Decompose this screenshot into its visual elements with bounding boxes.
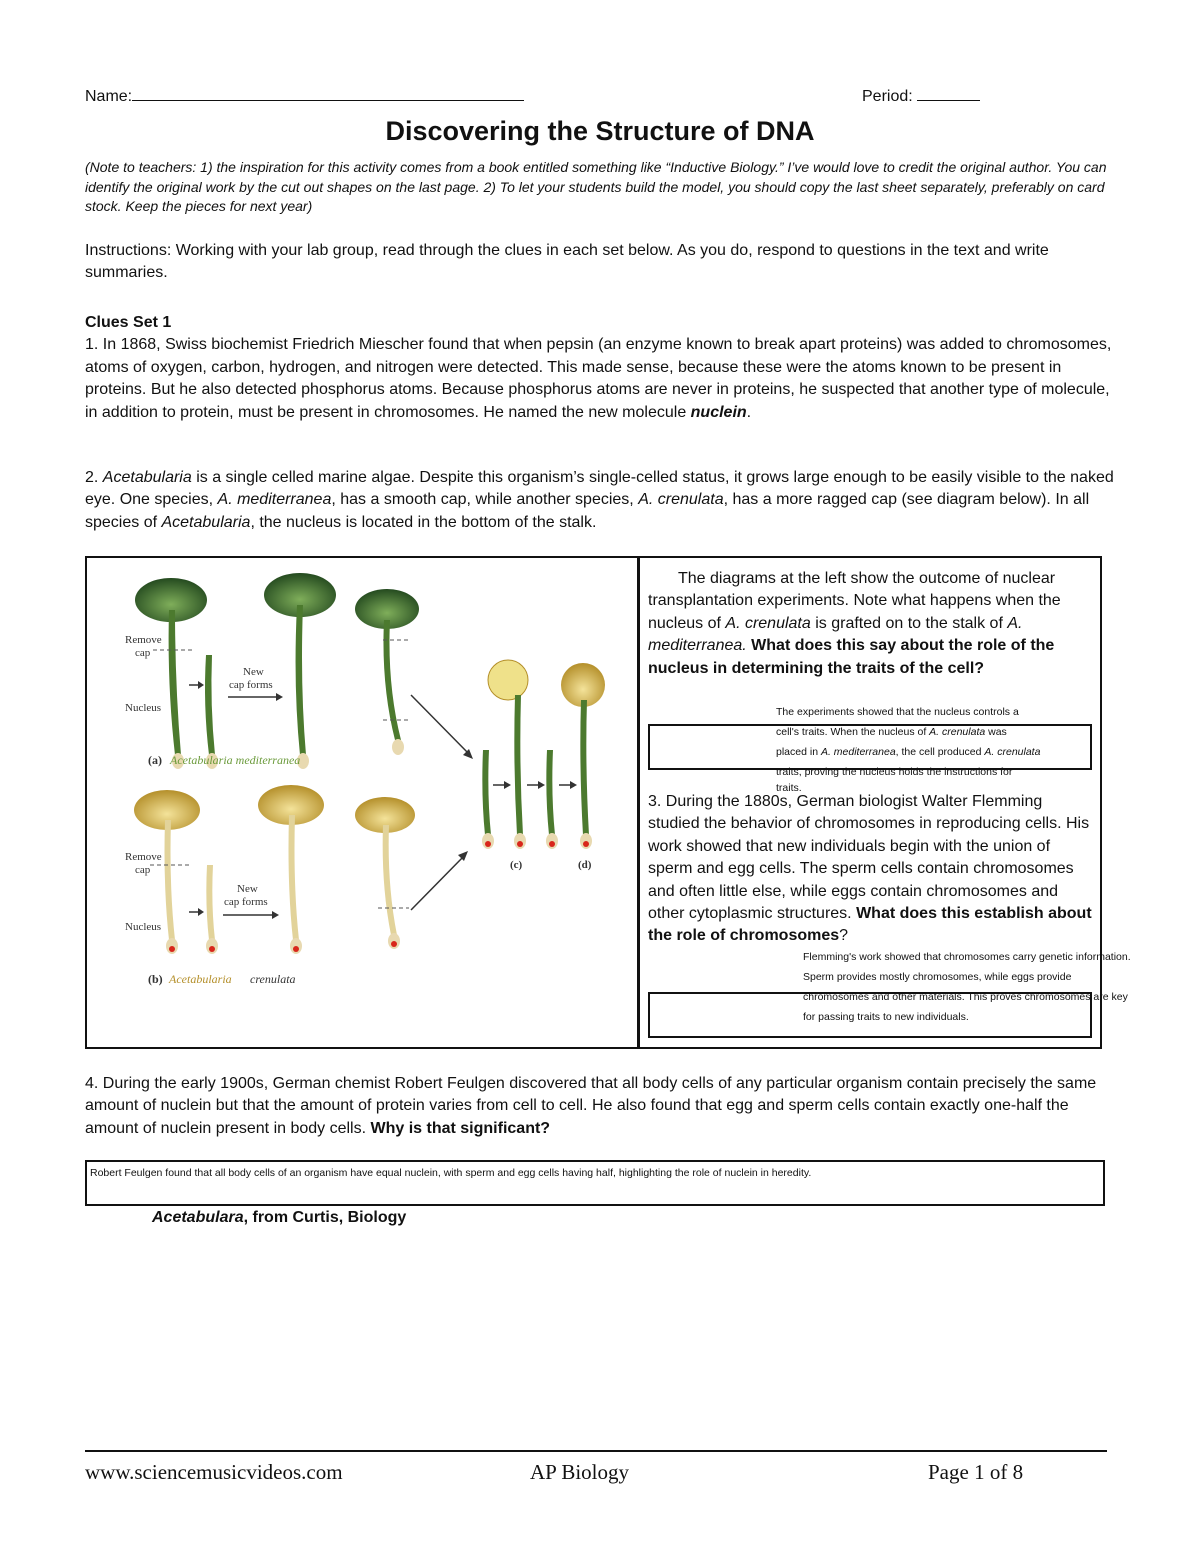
green-cap-2 xyxy=(264,573,336,769)
name-blank[interactable] xyxy=(132,86,524,101)
remove-cap-label-a1: Remove xyxy=(125,634,162,646)
regrown-cap-c xyxy=(488,660,528,849)
clue-4: 4. During the early 1900s, German chemist Robert Feulgen discovered that all body cells of any particular organism contain precisely the same amount of nuclein but that the amount of protein varies from cell to cell. He also found that egg and sperm cells contain exactly one-half the amount of nuclein present in body cells. Why is that significant? xyxy=(85,1075,1097,1137)
label-d: (d) xyxy=(578,859,592,871)
name-field[interactable] xyxy=(85,86,524,106)
name-label: Name: xyxy=(85,88,133,105)
green-cap-1 xyxy=(135,578,207,769)
footer-page: Page 1 of 8 xyxy=(928,1460,1024,1484)
acetabularia-diagram xyxy=(95,565,630,1040)
caption-a-species: Acetabularia mediterranea xyxy=(170,753,301,767)
cut-stalk-d xyxy=(546,750,558,849)
caption-a-letter: (a) xyxy=(148,753,162,767)
regrown-cap-d xyxy=(561,663,605,849)
chromosome-question: What does this establish about the role of chromosomes xyxy=(648,905,1092,945)
caption-b-species: crenulata xyxy=(250,972,296,986)
remove-cap-label-a2: cap xyxy=(135,647,151,659)
clue-1: Clues Set 1 1. In 1868, Swiss biochemist Friedrich Miescher found that when pepsin (an enzyme known to break apart proteins) was added to chromosomes, atoms of oxygen, carbon, hydrogen, and nitrogen were detected. This made sense, because these were the atoms known to be present in proteins. But he also detected phosphorus atoms. Because phosphorus atoms are never in proteins, he suspected that another type of molecule, in addition to protein, must be present in chromosomes. He named the new molecule nuclein. xyxy=(85,312,1115,424)
footer-course: AP Biology xyxy=(530,1460,629,1484)
side-panel-paragraph: The diagrams at the left show the outcome of nuclear transplantation experiments. Note what happens when the nucleus of A. crenulata is grafted on to the stalk of A. mediterranea. What does this say about the role of the nucleus in determining the traits of the cell? xyxy=(648,570,1061,677)
clue-2: 2. Acetabularia is a single celled marine algae. Despite this organism’s single-celled status, it grows large enough to be easily visible to the naked eye. One species, A. mediterranea, has a smooth cap, while another species, A. crenulata, has a more ragged cap (see diagram below). In all species of Acetabularia, the nucleus is located in the bottom of the stalk. xyxy=(85,469,1114,531)
nucleus-question: What does this say about the role of the nucleus in determining the traits of the cell? xyxy=(648,637,1055,677)
caption-b-genus: Acetabularia xyxy=(169,972,232,986)
period-field[interactable] xyxy=(862,86,980,106)
clue-3: 3. During the 1880s, German biologist Walter Flemming studied the behavior of chromosomes in reproducing cells. His work showed that new individuals begin with the union of sperm and egg cells. The sperm cells contain chromosomes and often little else, while eggs contain chromosomes and other cytoplasmic structures. What does this establish about the role of chromosomes? xyxy=(648,793,1092,945)
yellow-cap-2 xyxy=(258,785,324,954)
remove-cap-label-b1: Remove xyxy=(125,851,162,863)
nucleus-label-b: Nucleus xyxy=(125,921,162,933)
significance-question: Why is that significant? xyxy=(370,1119,551,1137)
new-cap-label-b1: New xyxy=(237,883,258,895)
period-label: Period: xyxy=(862,88,913,105)
green-cap-3 xyxy=(355,589,419,755)
label-c: (c) xyxy=(510,859,523,871)
page-title: Discovering the Structure of DNA xyxy=(385,116,815,146)
new-cap-label-a1: New xyxy=(243,666,264,678)
new-cap-label-a2: cap forms xyxy=(229,679,273,691)
answer-2-text: Flemming's work showed that chromosomes carry genetic information. Sperm provides mostly chromosomes, while eggs provide chromosomes and other materials. This proves chromosomes are key for passing traits to new individuals. xyxy=(803,951,1131,1023)
nucleus-label-a: Nucleus xyxy=(125,702,162,714)
stalk-only xyxy=(205,655,218,769)
footer-rule xyxy=(85,1450,1107,1452)
graft-stalk xyxy=(482,750,494,849)
yellow-stalk xyxy=(206,865,218,954)
answer-3-text: Robert Feulgen found that all body cells of an organism have equal nuclein, with sperm and egg cells having half, highlighting the role of nuclein in heredity. xyxy=(90,1167,812,1179)
nuclein-term: nuclein xyxy=(690,403,747,421)
footer-website: www.sciencemusicvideos.com xyxy=(85,1460,343,1484)
clue-1-text: 1. In 1868, Swiss biochemist Friedrich Miescher found that when pepsin (an enzyme known to break apart proteins) was added to chromosomes, atoms of oxygen, carbon, hydrogen, and nitrogen were detected. This made sense, because these were the atoms known to be present in proteins. But he also detected phosphorus atoms. Because phosphorus atoms are never in proteins, he suspected that another type of molecule, in addition to protein, must be present in chromosomes. He named the new molecule xyxy=(85,336,1112,421)
period-blank[interactable] xyxy=(917,86,980,101)
remove-cap-label-b2: cap xyxy=(135,864,151,876)
clues-set-heading: Clues Set 1 xyxy=(85,314,172,331)
instructions: Instructions: Working with your lab group, read through the clues in each set below. As you do, respond to questions in the text and write summaries. xyxy=(85,242,1049,282)
caption-b-letter: (b) xyxy=(148,972,163,986)
box-divider xyxy=(637,556,640,1049)
answer-1-text: The experiments showed that the nucleus controls a cell's traits. When the nucleus of A. crenulata was placed in A. mediterranea, the cell produced A. crenulata traits, proving the nucleus holds the instructions for traits. xyxy=(776,706,1041,794)
teacher-note: (Note to teachers: 1) the inspiration for this activity comes from a book entitled something like “Inductive Biology.” I’ve would love to credit the original author. You can identify the original work by the cut out shapes on the last page. 2) To let your students build the model, you should copy the last sheet separately, preferably on card stock. Keep the pieces for next year) xyxy=(85,159,1107,214)
image-caption: Acetabulara, from Curtis, Biology xyxy=(152,1209,407,1226)
new-cap-label-b2: cap forms xyxy=(224,896,268,908)
yellow-cap-3 xyxy=(355,797,415,949)
